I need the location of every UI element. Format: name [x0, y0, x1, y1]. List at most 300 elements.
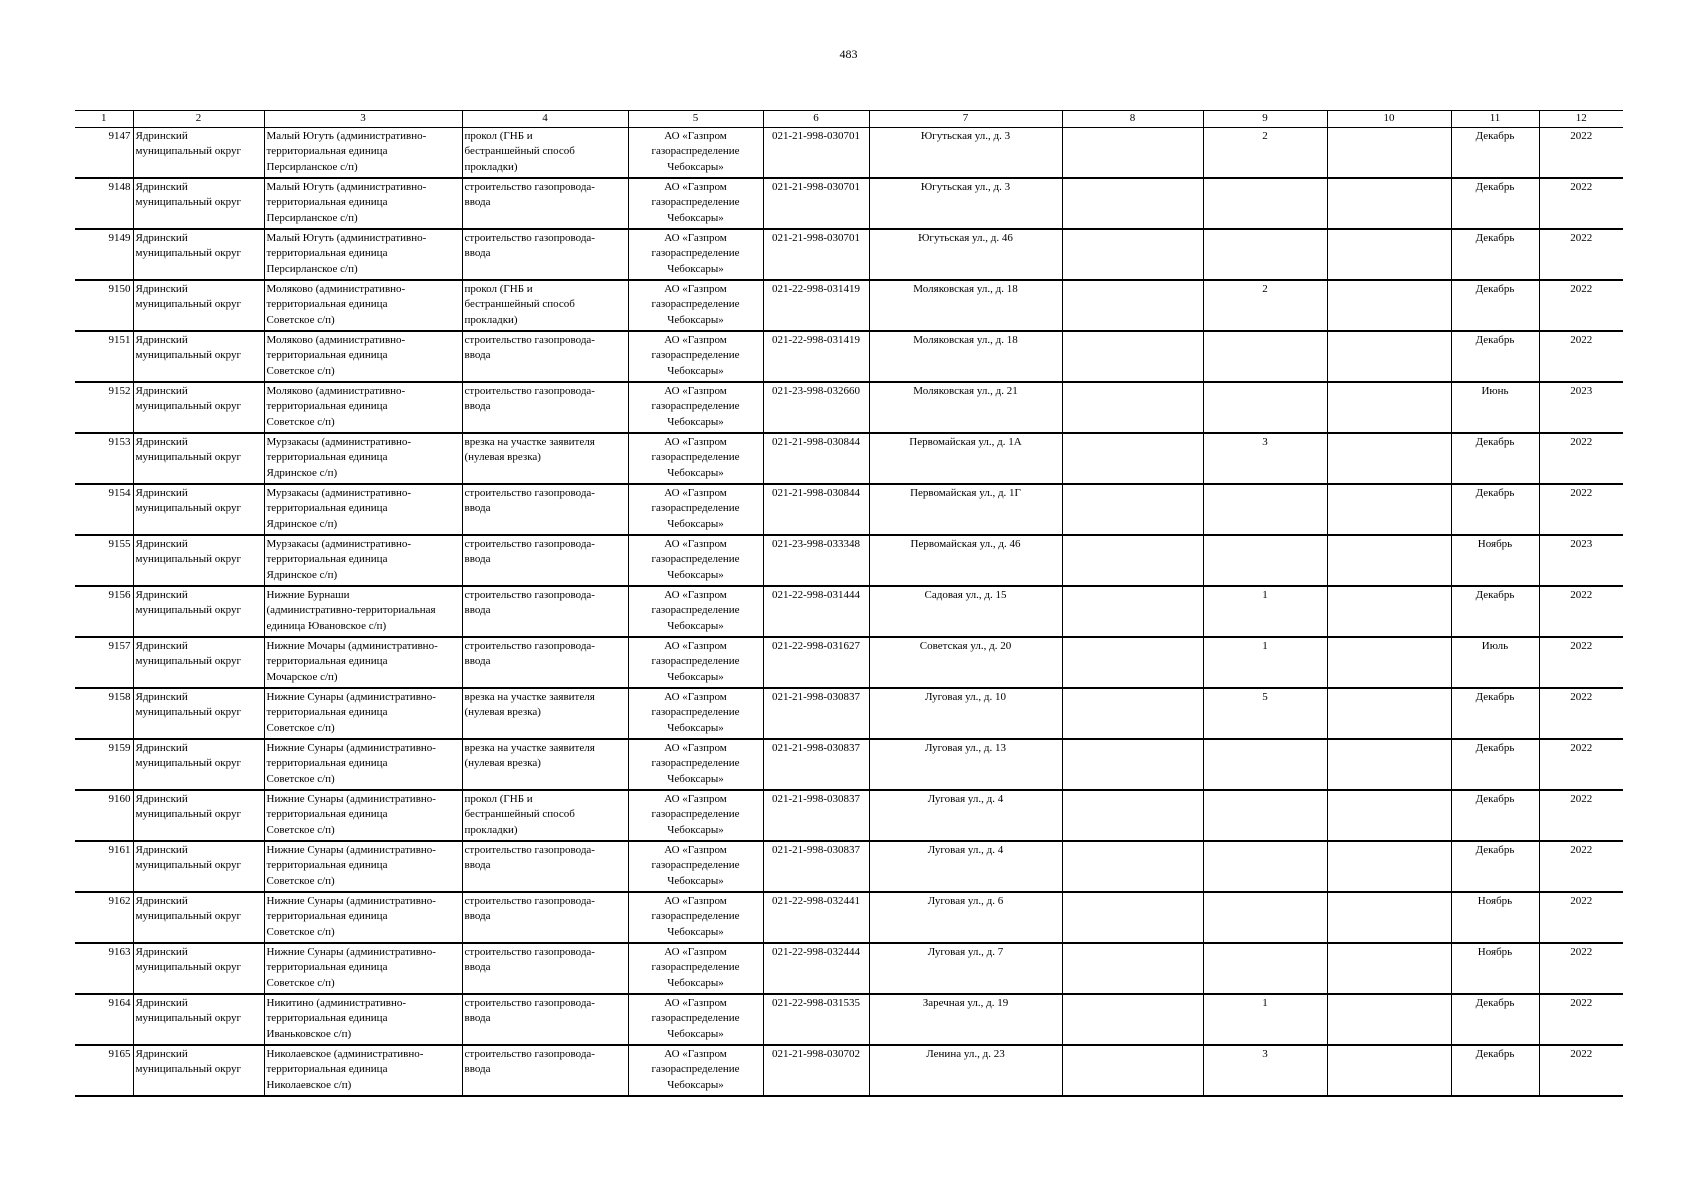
cell-line: АО «Газпром [664, 385, 727, 397]
cell-row-number: 9160 [75, 790, 133, 841]
cell-application-number: 021-22-998-031419 [763, 280, 869, 331]
cell-line: Ядринский [135, 538, 188, 550]
cell-month: Июнь [1451, 382, 1539, 433]
cell-line: территориальная единица [266, 961, 388, 974]
cell-line: Советское с/п) [266, 721, 335, 734]
cell-column-10 [1327, 790, 1451, 841]
column-header: 10 [1327, 111, 1451, 128]
column-header: 1 [75, 111, 133, 128]
cell-line: газораспределение [651, 553, 740, 566]
cell-row-number: 9158 [75, 688, 133, 739]
cell-line: Чебоксары» [667, 415, 724, 428]
cell-line: муниципальный округ [135, 910, 242, 923]
cell-line: Нижние Бурнаши [266, 589, 350, 601]
cell-line: АО «Газпром [664, 691, 727, 703]
cell-line: Ядринский [135, 640, 188, 652]
cell-organization [628, 943, 763, 994]
cell-work-type [462, 280, 628, 331]
cell-row-number: 9155 [75, 535, 133, 586]
cell-line: АО «Газпром [664, 283, 727, 295]
cell-month: Ноябрь [1451, 535, 1539, 586]
column-header: 5 [628, 111, 763, 128]
cell-settlement [264, 586, 462, 637]
cell-work-type [462, 739, 628, 790]
cell-line: АО «Газпром [664, 844, 727, 856]
cell-line: газораспределение [651, 502, 740, 515]
cell-row-number: 9164 [75, 994, 133, 1045]
column-header: 4 [462, 111, 628, 128]
cell-month: Декабрь [1451, 994, 1539, 1045]
cell-line: муниципальный округ [135, 655, 242, 668]
cell-line: Чебоксары» [667, 823, 724, 836]
cell-settlement [264, 433, 462, 484]
cell-application-number: 021-21-998-030844 [763, 433, 869, 484]
cell-line: муниципальный округ [135, 451, 242, 464]
column-header: 11 [1451, 111, 1539, 128]
cell-column-8 [1062, 586, 1203, 637]
cell-application-number: 021-21-998-030837 [763, 688, 869, 739]
cell-column-8 [1062, 382, 1203, 433]
cell-organization [628, 739, 763, 790]
cell-line: прокол (ГНБ и [464, 130, 533, 142]
cell-year: 2022 [1539, 892, 1623, 943]
cell-settlement [264, 535, 462, 586]
cell-line: Ядринский [135, 844, 188, 856]
cell-municipality [133, 178, 264, 229]
cell-month: Ноябрь [1451, 943, 1539, 994]
cell-work-type [462, 943, 628, 994]
cell-line: строительство газопровода- [464, 385, 595, 397]
cell-line: газораспределение [651, 910, 740, 923]
cell-line: Советское с/п) [266, 772, 335, 785]
cell-line: ввода [464, 247, 491, 260]
cell-address: Моляковская ул., д. 21 [869, 382, 1062, 433]
table-row [75, 637, 1623, 688]
cell-organization [628, 433, 763, 484]
cell-line: Чебоксары» [667, 568, 724, 581]
cell-line: прокол (ГНБ и [464, 793, 533, 805]
cell-line: Чебоксары» [667, 874, 724, 887]
cell-row-number: 9148 [75, 178, 133, 229]
cell-work-type [462, 637, 628, 688]
cell-line: Чебоксары» [667, 670, 724, 683]
cell-month: Декабрь [1451, 484, 1539, 535]
cell-line: Ядринское с/п) [266, 517, 338, 530]
cell-column-8 [1062, 331, 1203, 382]
cell-column-8 [1062, 637, 1203, 688]
cell-organization [628, 892, 763, 943]
cell-line: Советское с/п) [266, 313, 335, 326]
cell-work-type [462, 382, 628, 433]
cell-application-number: 021-22-998-032441 [763, 892, 869, 943]
cell-address: Моляковская ул., д. 18 [869, 280, 1062, 331]
cell-line: территориальная единица [266, 502, 388, 515]
cell-line: строительство газопровода- [464, 181, 595, 193]
cell-line: газораспределение [651, 400, 740, 413]
cell-line: Чебоксары» [667, 262, 724, 275]
cell-application-number: 021-21-998-030701 [763, 178, 869, 229]
cell-line: Ядринский [135, 487, 188, 499]
cell-line: АО «Газпром [664, 793, 727, 805]
cell-line: АО «Газпром [664, 181, 727, 193]
cell-line: территориальная единица [266, 757, 388, 770]
cell-line: строительство газопровода- [464, 487, 595, 499]
cell-line: Нижние Сунары (административно- [266, 742, 436, 754]
cell-work-type [462, 994, 628, 1045]
cell-line: АО «Газпром [664, 997, 727, 1009]
table-row [75, 739, 1623, 790]
cell-column-10 [1327, 739, 1451, 790]
cell-work-type [462, 586, 628, 637]
cell-line: Иваньковское с/п) [266, 1027, 352, 1040]
table-row [75, 229, 1623, 280]
cell-line: территориальная единица [266, 910, 388, 923]
cell-column-10 [1327, 688, 1451, 739]
cell-application-number: 021-22-998-031419 [763, 331, 869, 382]
cell-municipality [133, 688, 264, 739]
cell-line: Мурзакасы (административно- [266, 538, 412, 550]
cell-column-8 [1062, 943, 1203, 994]
cell-line: газораспределение [651, 451, 740, 464]
cell-column-10 [1327, 280, 1451, 331]
cell-organization [628, 994, 763, 1045]
cell-settlement [264, 280, 462, 331]
cell-organization [628, 382, 763, 433]
cell-column-10 [1327, 382, 1451, 433]
cell-line: территориальная единица [266, 553, 388, 566]
cell-line: бестраншейный способ [464, 298, 575, 311]
cell-quantity: 3 [1203, 433, 1327, 484]
cell-settlement [264, 943, 462, 994]
column-header: 2 [133, 111, 264, 128]
cell-line: газораспределение [651, 808, 740, 821]
cell-line: АО «Газпром [664, 640, 727, 652]
cell-line: Советское с/п) [266, 364, 335, 377]
cell-work-type [462, 178, 628, 229]
cell-row-number: 9163 [75, 943, 133, 994]
cell-line: Малый Югуть (административно- [266, 232, 427, 244]
cell-line: ввода [464, 604, 491, 617]
cell-column-10 [1327, 841, 1451, 892]
cell-line: Мочарское с/п) [266, 670, 338, 683]
cell-settlement [264, 331, 462, 382]
cell-settlement [264, 739, 462, 790]
cell-line: строительство газопровода- [464, 538, 595, 550]
cell-line: Никитино (административно- [266, 997, 407, 1009]
cell-year: 2022 [1539, 331, 1623, 382]
cell-column-10 [1327, 433, 1451, 484]
cell-organization [628, 331, 763, 382]
cell-line: Ядринское с/п) [266, 568, 338, 581]
cell-quantity [1203, 178, 1327, 229]
cell-application-number: 021-21-998-030837 [763, 841, 869, 892]
table-row [75, 382, 1623, 433]
cell-address: Первомайская ул., д. 1Г [869, 484, 1062, 535]
cell-line: Ядринский [135, 181, 188, 193]
cell-line: Ядринский [135, 232, 188, 244]
cell-municipality [133, 994, 264, 1045]
cell-municipality [133, 433, 264, 484]
cell-line: Ядринский [135, 946, 188, 958]
cell-row-number: 9156 [75, 586, 133, 637]
cell-settlement [264, 229, 462, 280]
cell-year: 2022 [1539, 943, 1623, 994]
cell-quantity: 2 [1203, 128, 1327, 179]
cell-row-number: 9151 [75, 331, 133, 382]
cell-line: Персирланское с/п) [266, 211, 358, 224]
cell-line: бестраншейный способ [464, 145, 575, 158]
cell-line: Чебоксары» [667, 721, 724, 734]
cell-line: Ядринский [135, 589, 188, 601]
cell-line: АО «Газпром [664, 130, 727, 142]
cell-municipality [133, 790, 264, 841]
table-row [75, 994, 1623, 1045]
cell-settlement [264, 178, 462, 229]
cell-column-8 [1062, 688, 1203, 739]
cell-organization [628, 484, 763, 535]
cell-year: 2022 [1539, 790, 1623, 841]
cell-line: Чебоксары» [667, 313, 724, 326]
cell-address: Луговая ул., д. 10 [869, 688, 1062, 739]
cell-organization [628, 229, 763, 280]
cell-line: Чебоксары» [667, 619, 724, 632]
cell-line: муниципальный округ [135, 808, 242, 821]
cell-year: 2022 [1539, 739, 1623, 790]
cell-line: Мурзакасы (административно- [266, 436, 412, 448]
cell-month: Декабрь [1451, 433, 1539, 484]
cell-line: территориальная единица [266, 808, 388, 821]
cell-line: газораспределение [651, 247, 740, 260]
cell-work-type [462, 128, 628, 179]
cell-column-8 [1062, 841, 1203, 892]
cell-line: территориальная единица [266, 400, 388, 413]
table-row [75, 178, 1623, 229]
cell-line: Моляково (административно- [266, 334, 406, 346]
cell-line: АО «Газпром [664, 1048, 727, 1060]
cell-application-number: 021-23-998-033348 [763, 535, 869, 586]
cell-line: АО «Газпром [664, 538, 727, 550]
cell-column-10 [1327, 994, 1451, 1045]
cell-settlement [264, 994, 462, 1045]
cell-line: территориальная единица [266, 196, 388, 209]
cell-row-number: 9147 [75, 128, 133, 179]
cell-line: муниципальный округ [135, 961, 242, 974]
cell-line: муниципальный округ [135, 298, 242, 311]
cell-line: Советское с/п) [266, 823, 335, 836]
cell-line: АО «Газпром [664, 589, 727, 601]
cell-column-8 [1062, 1045, 1203, 1096]
cell-quantity: 1 [1203, 637, 1327, 688]
cell-quantity [1203, 229, 1327, 280]
cell-line: газораспределение [651, 706, 740, 719]
cell-line: газораспределение [651, 757, 740, 770]
cell-column-10 [1327, 637, 1451, 688]
cell-line: АО «Газпром [664, 742, 727, 754]
cell-line: Ядринский [135, 895, 188, 907]
cell-line: Чебоксары» [667, 772, 724, 785]
column-header: 3 [264, 111, 462, 128]
cell-quantity: 5 [1203, 688, 1327, 739]
cell-year: 2022 [1539, 128, 1623, 179]
cell-address: Садовая ул., д. 15 [869, 586, 1062, 637]
column-header: 8 [1062, 111, 1203, 128]
cell-column-10 [1327, 484, 1451, 535]
cell-year: 2022 [1539, 280, 1623, 331]
cell-line: Нижние Сунары (административно- [266, 793, 436, 805]
cell-quantity [1203, 739, 1327, 790]
cell-municipality [133, 739, 264, 790]
cell-line: Ядринский [135, 742, 188, 754]
cell-line: Моляково (административно- [266, 283, 406, 295]
table-row [75, 280, 1623, 331]
cell-line: строительство газопровода- [464, 589, 595, 601]
cell-organization [628, 280, 763, 331]
cell-line: врезка на участке заявителя [464, 691, 595, 703]
cell-quantity [1203, 382, 1327, 433]
cell-application-number: 021-21-998-030844 [763, 484, 869, 535]
cell-settlement [264, 637, 462, 688]
cell-line: Ядринский [135, 385, 188, 397]
cell-settlement [264, 484, 462, 535]
cell-line: муниципальный округ [135, 553, 242, 566]
cell-line: Персирланское с/п) [266, 160, 358, 173]
cell-line: Чебоксары» [667, 160, 724, 173]
cell-line: Ядринский [135, 436, 188, 448]
cell-address: Луговая ул., д. 13 [869, 739, 1062, 790]
cell-line: ввода [464, 961, 491, 974]
cell-line: Советское с/п) [266, 925, 335, 938]
cell-work-type [462, 688, 628, 739]
cell-column-10 [1327, 892, 1451, 943]
cell-line: бестраншейный способ [464, 808, 575, 821]
cell-quantity: 1 [1203, 994, 1327, 1045]
cell-address: Луговая ул., д. 6 [869, 892, 1062, 943]
column-header: 6 [763, 111, 869, 128]
cell-municipality [133, 382, 264, 433]
cell-line: территориальная единица [266, 1012, 388, 1025]
cell-municipality [133, 229, 264, 280]
cell-month: Декабрь [1451, 280, 1539, 331]
cell-line: АО «Газпром [664, 895, 727, 907]
cell-line: Ядринский [135, 691, 188, 703]
cell-line: Чебоксары» [667, 466, 724, 479]
cell-line: муниципальный округ [135, 859, 242, 872]
cell-row-number: 9154 [75, 484, 133, 535]
cell-line: ввода [464, 1012, 491, 1025]
cell-year: 2022 [1539, 1045, 1623, 1096]
column-header: 12 [1539, 111, 1623, 128]
cell-line: Моляково (административно- [266, 385, 406, 397]
cell-line: территориальная единица [266, 859, 388, 872]
cell-line: ввода [464, 553, 491, 566]
cell-column-10 [1327, 943, 1451, 994]
table-row [75, 688, 1623, 739]
cell-organization [628, 1045, 763, 1096]
cell-column-8 [1062, 280, 1203, 331]
cell-row-number: 9159 [75, 739, 133, 790]
cell-line: ввода [464, 196, 491, 209]
cell-work-type [462, 892, 628, 943]
cell-line: Ядринский [135, 997, 188, 1009]
cell-application-number: 021-21-998-030837 [763, 790, 869, 841]
cell-municipality [133, 128, 264, 179]
cell-line: строительство газопровода- [464, 334, 595, 346]
cell-settlement [264, 382, 462, 433]
cell-quantity [1203, 892, 1327, 943]
cell-line: Чебоксары» [667, 976, 724, 989]
cell-month: Декабрь [1451, 178, 1539, 229]
cell-column-10 [1327, 128, 1451, 179]
cell-line: Малый Югуть (административно- [266, 130, 427, 142]
cell-line: территориальная единица [266, 298, 388, 311]
cell-line: Советское с/п) [266, 874, 335, 887]
cell-year: 2023 [1539, 382, 1623, 433]
cell-month: Декабрь [1451, 128, 1539, 179]
cell-line: муниципальный округ [135, 502, 242, 515]
cell-line: газораспределение [651, 961, 740, 974]
cell-line: Нижние Сунары (административно- [266, 691, 436, 703]
cell-quantity [1203, 943, 1327, 994]
cell-quantity: 1 [1203, 586, 1327, 637]
cell-line: (нулевая врезка) [464, 757, 541, 770]
cell-municipality [133, 535, 264, 586]
cell-column-10 [1327, 1045, 1451, 1096]
cell-year: 2022 [1539, 433, 1623, 484]
cell-line: муниципальный округ [135, 604, 242, 617]
cell-organization [628, 637, 763, 688]
cell-municipality [133, 1045, 264, 1096]
cell-line: муниципальный округ [135, 757, 242, 770]
cell-application-number: 021-23-998-032660 [763, 382, 869, 433]
table-row [75, 433, 1623, 484]
cell-settlement [264, 1045, 462, 1096]
cell-line: строительство газопровода- [464, 232, 595, 244]
cell-address: Югутьская ул., д. 3 [869, 178, 1062, 229]
cell-municipality [133, 841, 264, 892]
cell-line: муниципальный округ [135, 1012, 242, 1025]
cell-line: газораспределение [651, 604, 740, 617]
cell-column-10 [1327, 586, 1451, 637]
table-row [75, 943, 1623, 994]
cell-column-8 [1062, 178, 1203, 229]
cell-line: территориальная единица [266, 451, 388, 464]
cell-line: Чебоксары» [667, 364, 724, 377]
cell-address: Югутьская ул., д. 46 [869, 229, 1062, 280]
cell-line: муниципальный округ [135, 706, 242, 719]
cell-organization [628, 586, 763, 637]
cell-work-type [462, 1045, 628, 1096]
cell-column-8 [1062, 128, 1203, 179]
cell-quantity [1203, 841, 1327, 892]
cell-address: Ленина ул., д. 23 [869, 1045, 1062, 1096]
cell-year: 2022 [1539, 229, 1623, 280]
cell-application-number: 021-21-998-030702 [763, 1045, 869, 1096]
cell-application-number: 021-22-998-032444 [763, 943, 869, 994]
cell-line: газораспределение [651, 298, 740, 311]
cell-line: Мурзакасы (административно- [266, 487, 412, 499]
cell-address: Югутьская ул., д. 3 [869, 128, 1062, 179]
cell-line: территориальная единица [266, 145, 388, 158]
cell-line: АО «Газпром [664, 436, 727, 448]
cell-line: Николаевское (административно- [266, 1048, 424, 1060]
cell-row-number: 9165 [75, 1045, 133, 1096]
cell-line: Нижние Сунары (административно- [266, 946, 436, 958]
cell-quantity [1203, 535, 1327, 586]
cell-year: 2022 [1539, 637, 1623, 688]
cell-line: муниципальный округ [135, 349, 242, 362]
cell-address: Первомайская ул., д. 1А [869, 433, 1062, 484]
cell-line: Персирланское с/п) [266, 262, 358, 275]
